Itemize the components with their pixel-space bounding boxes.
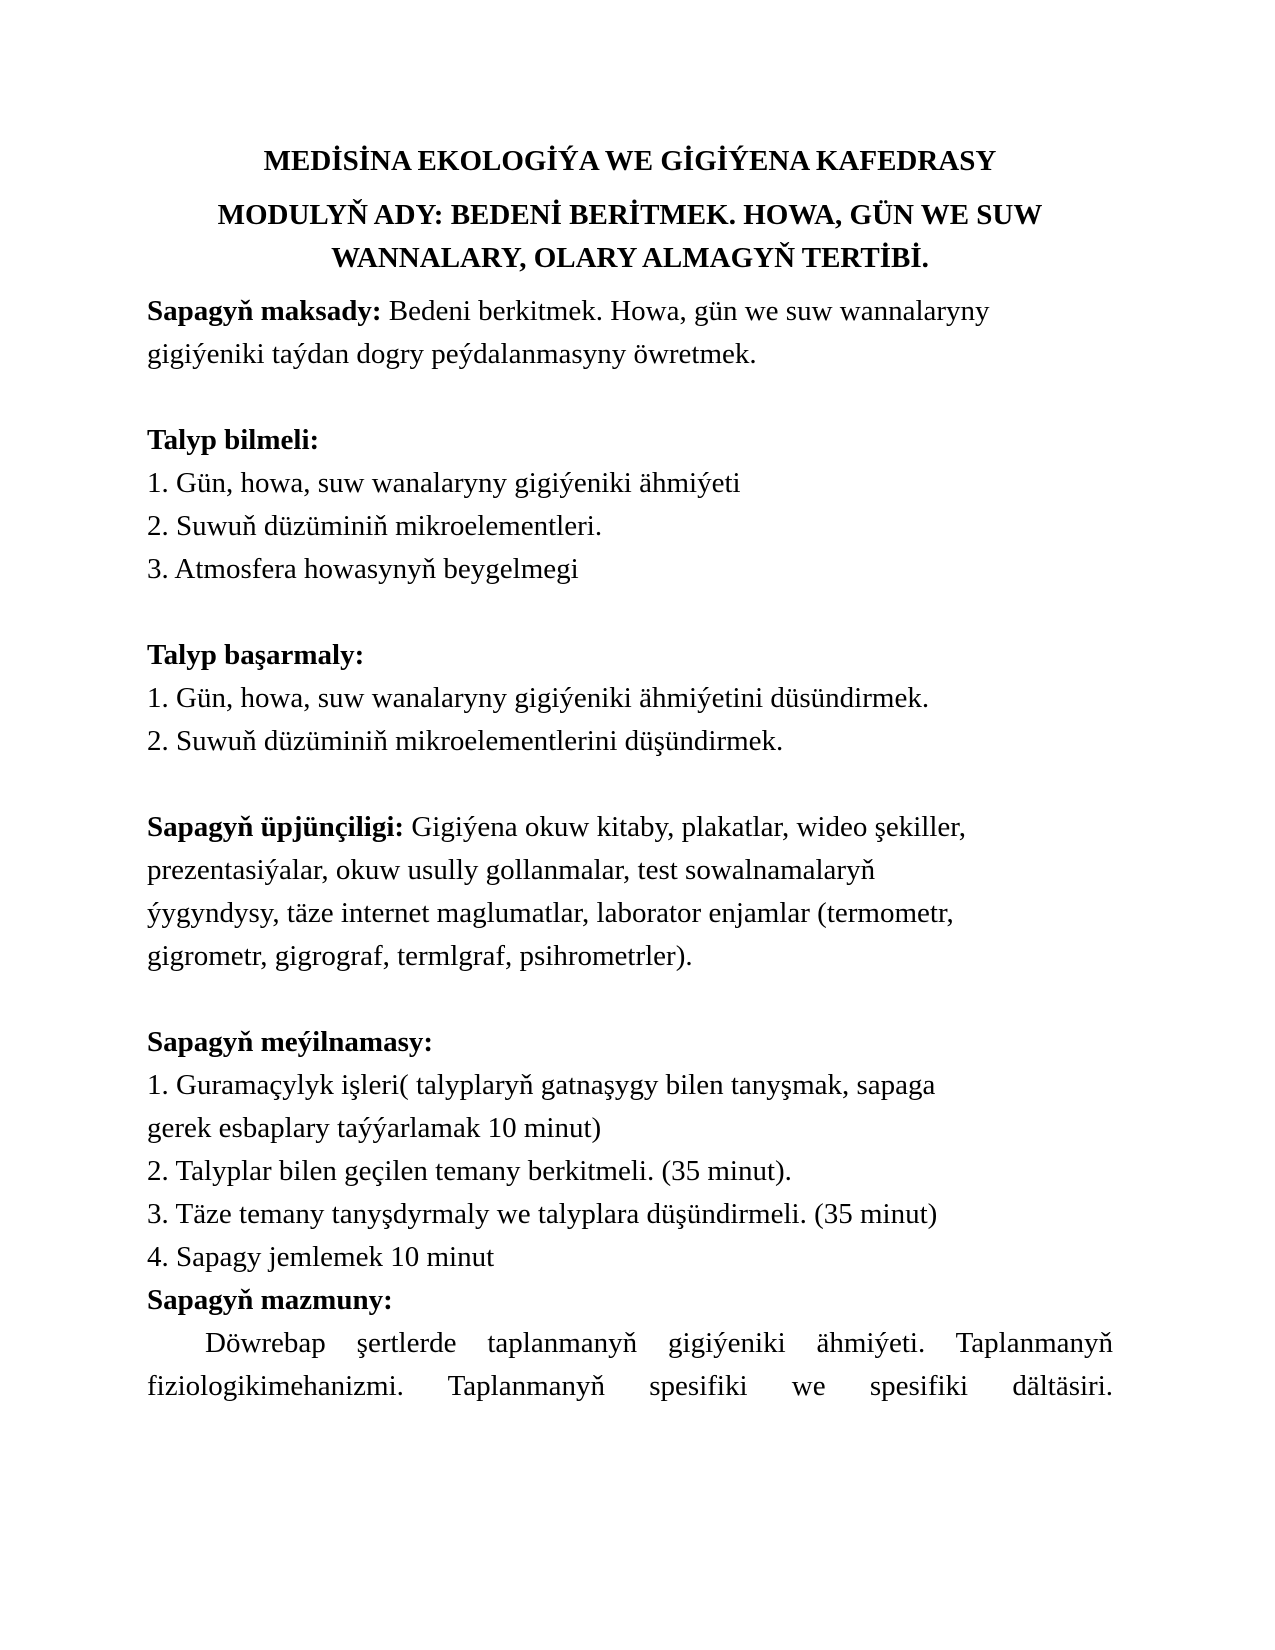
content-line-2: fiziologikimehanizmi. Taplanmanyň spesifiki we spesifiki dältäsiri. [147,1370,1113,1402]
spacer [147,376,1113,419]
content-section [147,1279,1113,1408]
content-line-1: Döwrebap şertlerde taplanmanyň gigiýeniki ähmiýeti. Taplanmanyň [205,1327,1113,1359]
module-title-line-2: WANNALARY, OLARY ALMAGYŇ TERTİBİ. [331,242,929,274]
module-title-line-1: MODULYŇ ADY: BEDENİ BERİTMEK. HOWA, GÜN WE SUW [217,199,1043,231]
goal-line-2: gigiýeniki taýdan dogry peýdalanmasyny öwretmek. [147,338,757,370]
document-page [147,140,1113,1408]
list-item: 2. Talyplar bilen geçilen temany berkitmeli. (35 minut). [147,1155,792,1187]
plan-section [147,1021,1113,1279]
plan-label: Sapagyň meýilnamasy: [147,1026,434,1058]
list-item: 3. Täze temany tanyşdyrmaly we talyplara düşündirmeli. (35 minut) [147,1198,938,1230]
list-item: 1. Gün, howa, suw wanalaryny gigiýeniki ähmiýeti [147,467,741,499]
equipment-line-3: ýygyndysy, täze internet maglumatlar, laborator enjamlar (termometr, [147,897,954,929]
list-item: 2. Suwuň düzüminiň mikroelementleri. [147,510,603,542]
list-item: 3. Atmosfera howasynyň beygelmegi [147,553,579,585]
equipment-section [147,806,1113,978]
list-item: 1. Guramaçylyk işleri( talyplaryň gatnaşygy bilen tanyşmak, sapaga [147,1069,936,1101]
equipment-line-2: prezentasiýalar, okuw usully gollanmalar, test sowalnamalaryň [147,854,876,886]
equipment-text-1: Gigiýena okuw kitaby, plakatlar, wideo şekiller, [404,811,967,843]
spacer [147,978,1113,1021]
spacer [147,591,1113,634]
equipment-line-1 [147,806,1113,849]
list-item: 4. Sapagy jemlemek 10 minut [147,1241,495,1273]
goal-line-1 [147,290,1113,333]
spacer [147,763,1113,806]
must-do-section [147,634,1113,763]
equipment-line-4: gigrometr, gigrograf, termlgraf, psihrometrler). [147,940,693,972]
list-item: 1. Gün, howa, suw wanalaryny gigiýeniki ähmiýetini düsündirmek. [147,682,930,714]
department-title: MEDİSİNA EKOLOGİÝA WE GİGİÝENA KAFEDRASY [263,145,997,177]
equipment-label: Sapagyň üpjünçiligi: [147,811,405,843]
goal-text-1: Bedeni berkitmek. Howa, gün we suw wannalaryny [381,295,990,327]
list-item: 2. Suwuň düzüminiň mikroelementlerini düşündirmek. [147,725,784,757]
must-do-label: Talyp başarmaly: [147,639,365,671]
goal-section [147,290,1113,376]
must-know-section [147,419,1113,591]
must-know-label: Talyp bilmeli: [147,424,320,456]
content-label: Sapagyň mazmuny: [147,1284,393,1316]
list-item: gerek esbaplary taýýarlamak 10 minut) [147,1112,602,1144]
goal-label: Sapagyň maksady: [147,295,382,327]
